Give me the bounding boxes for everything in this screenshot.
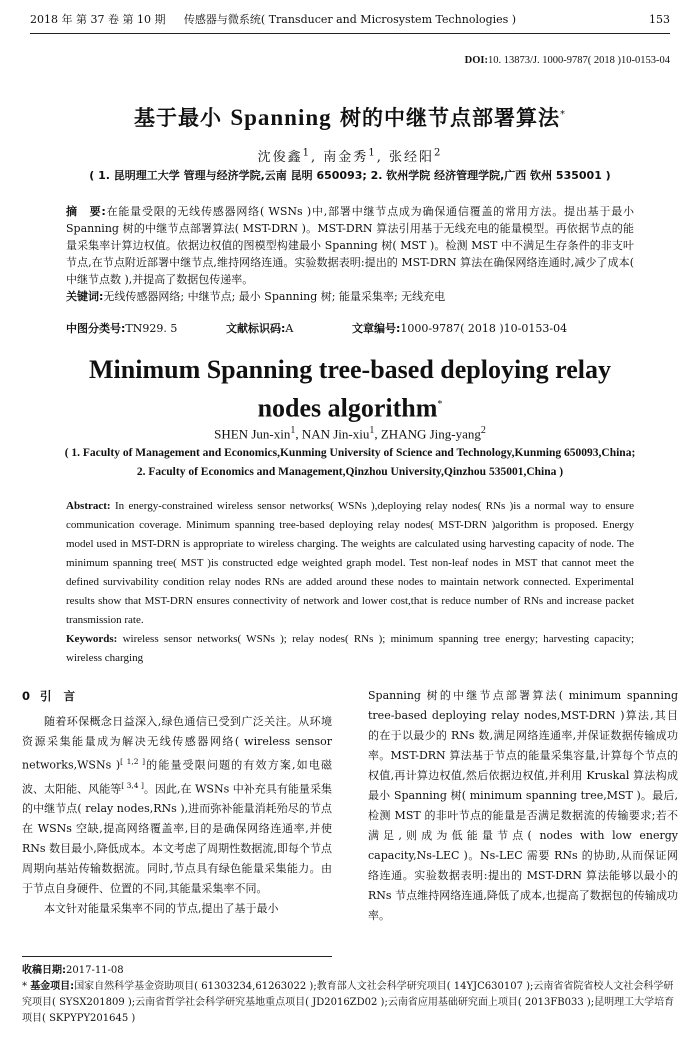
- author: 张经阳: [388, 150, 434, 165]
- english-abstract: [66, 497, 634, 668]
- keywords-label: Keywords:: [66, 633, 118, 645]
- author: NAN Jin-xiu: [301, 426, 370, 442]
- author: 沈俊鑫: [257, 150, 303, 165]
- running-head: [30, 12, 670, 28]
- author-affil-mark: 1: [368, 147, 377, 159]
- english-authors: SHEN Jun-xin$^1$, NAN Jin-xiu$^1$, ZHANG Jing-yang$^2$: [214, 425, 486, 442]
- author: 南金秀: [323, 150, 369, 165]
- paragraph: [22, 712, 332, 899]
- clc-code: [66, 321, 177, 337]
- abstract-label: Abstract:: [66, 500, 111, 512]
- paragraph: Spanning 树的中继节点部署算法( minimum spanning tree-based deploying relay nodes,MST-DRN )算法,其目的在于以最少的 RNs 数,满足网络连通率,并保证数据传输成功率。MST-DRN 算法基于节点的能量采集容量,计算每个节点的权值,再计算边权值,然后依据边权值,并利用 Kruskal 算法构成最小 Spanning 树( minimum spanning tree,MST )。最后,检测 MST 的非叶节点的能量是否满足数据流的传输要求;若不满足,则成为低能量节点( nodes with low energy capacity,Ns-LEC )。Ns-LEC 需要 RNs 的协助,从而保证网络连通。实验数据表明:提出的 MST-DRN 算法能够以最小的 RNs 节点维持网络连通,降低了成本,也提高了数据包的传输成功率。: [368, 689, 678, 922]
- keywords-label: 关键词:: [66, 290, 104, 303]
- section-title: 引言: [40, 689, 87, 703]
- doi-value: 10. 13873/J. 1000-9787( 2018 )10-0153-04: [488, 55, 670, 66]
- article-label: 文章编号:: [352, 322, 401, 335]
- en-title-line: nodes algorithm: [257, 393, 438, 423]
- paragraph: 本文针对能量采集率不同的节点,提出了基于最小: [44, 902, 279, 916]
- author-affil-mark: 1: [290, 425, 296, 436]
- journal-name: 传感器与微系统( Transducer and Microsystem Technologies ): [183, 13, 517, 26]
- cn-title-part: 树的中继节点部署算法: [331, 106, 560, 130]
- cn-title-part: 基于最小: [134, 106, 231, 130]
- en-title-line-2: [0, 387, 700, 426]
- title-footnote-mark: *: [559, 109, 566, 120]
- author-affil-mark: 2: [480, 425, 486, 436]
- body-column-right: [368, 686, 678, 926]
- chinese-abstract: [66, 203, 634, 305]
- clc-label: 中图分类号:: [66, 322, 126, 335]
- clc-value: TN929. 5: [125, 322, 178, 335]
- doccode-value: A: [285, 322, 294, 335]
- author-affil-mark: 1: [369, 425, 375, 436]
- chinese-affiliation: ( 1. 昆明理工大学 管理与经济学院,云南 昆明 650093; 2. 钦州学院 经济管理学院,广西 钦州 535001 ): [89, 169, 611, 182]
- author-affil-mark: 1: [302, 147, 312, 159]
- cn-title-latin: Spanning: [230, 105, 332, 130]
- footnote-rule: [22, 956, 332, 957]
- fund-mark: *: [22, 981, 31, 992]
- document-code: [226, 321, 293, 337]
- received-date: [22, 963, 678, 979]
- section-heading: [22, 686, 332, 706]
- fund-text: 国家自然科学基金资助项目( 61303234,61263022 );教育部人文社会科学研究项目( 14YJC630107 );云南省省院省校人文社会科学研究项目( SYSX201809 );云南省哲学社会科学研究基地重点项目( JD2016ZD02 );云南省应用基础研究面上项目( 2013FB033 );昆明理工大学培育项目( SKPYPY201645 ): [22, 981, 675, 1024]
- keywords-text: wireless sensor networks( WSNs ); relay nodes( RNs ); minimum spanning tree energy; harvesting capacity; wireless charging: [66, 633, 635, 664]
- author-affil-mark: 2: [433, 147, 443, 159]
- chinese-title: [0, 102, 700, 132]
- affiliation-line: ( 1. Faculty of Management and Economics,Kunming University of Science and Technology,Kunming 650093,China;: [64, 447, 636, 459]
- english-title: [0, 352, 700, 426]
- citation: [ 1,2 ]: [120, 757, 146, 766]
- journal-issue: 2018 年 第 37 卷 第 10 期: [30, 13, 166, 26]
- abstract-text: 在能量受限的无线传感器网络( WSNs )中,部署中继节点成为确保通信覆盖的常用方法。提出基于最小 Spanning 树的中继节点部署算法( MST-DRN )。MST-DRN 算法引用基于无线充电的能量模型。再依据节点的能量采集率计算边权值。依据边权值的图模型构建最小 Spanning 树( MST )。检测 MST 中不满足生存条件的非支叶节点,在节点附近部署中继节点,维持网络连通。实验数据表明:提出的 MST-DRN 算法在确保网络连通时,减少了成本( 中继节点数 ),并提高了数据包传递率。: [66, 205, 634, 286]
- english-affiliation: [20, 444, 680, 482]
- article-number: [352, 321, 567, 337]
- doccode-label: 文献标识码:: [226, 322, 286, 335]
- page-number: 153: [649, 13, 670, 26]
- body-column-left: [22, 686, 332, 919]
- received-label: 收稿日期:: [22, 965, 66, 976]
- header-rule: [30, 33, 670, 34]
- chinese-authors: 沈俊鑫$^1$, 南金秀$^1$, 张经阳$^2$: [257, 147, 443, 165]
- doi-line: [465, 55, 670, 66]
- abstract-text: In energy-constrained wireless sensor networks( WSNs ),deploying relay nodes( RNs )is a normal way to ensure communication coverage. Minimum spanning tree-based deploying relay nodes( MST-DRN )algorithm is proposed. Energy model used in MST-DRN is appropriate to wireless charging. The weights are calculated using harvesting capacity of node. The minimum spanning tree( MST )is constructed edge weighted graph model. Test non-leaf nodes in MST that cannot meet the defined survivability condition relay nodes RNs are added around these nodes to maintain network connected. Experimental results show that MST-DRN ensures connectivity of network and lower cost,that is reduce number of RNs and increase packet transmission rate.: [66, 500, 635, 626]
- keywords-text: 无线传感器网络; 中继节点; 最小 Spanning 树; 能量采集率; 无线充电: [103, 290, 446, 303]
- paragraph-text: 的能量受限问题的有效方案,如电磁波、太阳能、风能等: [22, 758, 332, 796]
- funding-note: [22, 979, 678, 1027]
- author: ZHANG Jing-yang: [380, 426, 481, 442]
- paragraph-text: 随着环保概念日益深入,绿色通信已受到广泛关注。从环境资源采集能量成为解决无线传感器网络( wireless sensor networks,WSNs ): [22, 715, 332, 772]
- title-footnote-mark: *: [437, 399, 443, 410]
- fund-label: 基金项目:: [30, 981, 75, 992]
- paragraph-text: 。因此,在 WSNs 中补充具有能量采集的中继节点( relay nodes,RNs ),进而弥补能量消耗殆尽的节点在 WSNs 空缺,提高网络覆盖率,目的是确保网络连通率,并使 RNs 数目最小,降低成本。本文考虑了周期性数据流,即每个节点周期向基站传输数据流。同时,节点具有绿色能量采集能力。由于节点自身硬件、位置的不同,其能量采集率不同。: [22, 782, 332, 896]
- classification-row: [66, 321, 634, 337]
- author: SHEN Jun-xin: [214, 426, 291, 442]
- section-number: 0: [22, 689, 31, 703]
- footnote: [22, 963, 678, 1027]
- doi-label: DOI:: [464, 55, 488, 66]
- affiliation-line: 2. Faculty of Economics and Management,Qinzhou University,Qinzhou 535001,China ): [136, 466, 564, 478]
- article-value: 1000-9787( 2018 )10-0153-04: [400, 322, 568, 335]
- citation: [ 3,4 ]: [121, 780, 144, 790]
- en-title-line: Minimum Spanning tree-based deploying relay: [89, 355, 611, 384]
- received-value: 2017-11-08: [66, 965, 124, 976]
- abstract-label: 摘 要:: [66, 205, 106, 218]
